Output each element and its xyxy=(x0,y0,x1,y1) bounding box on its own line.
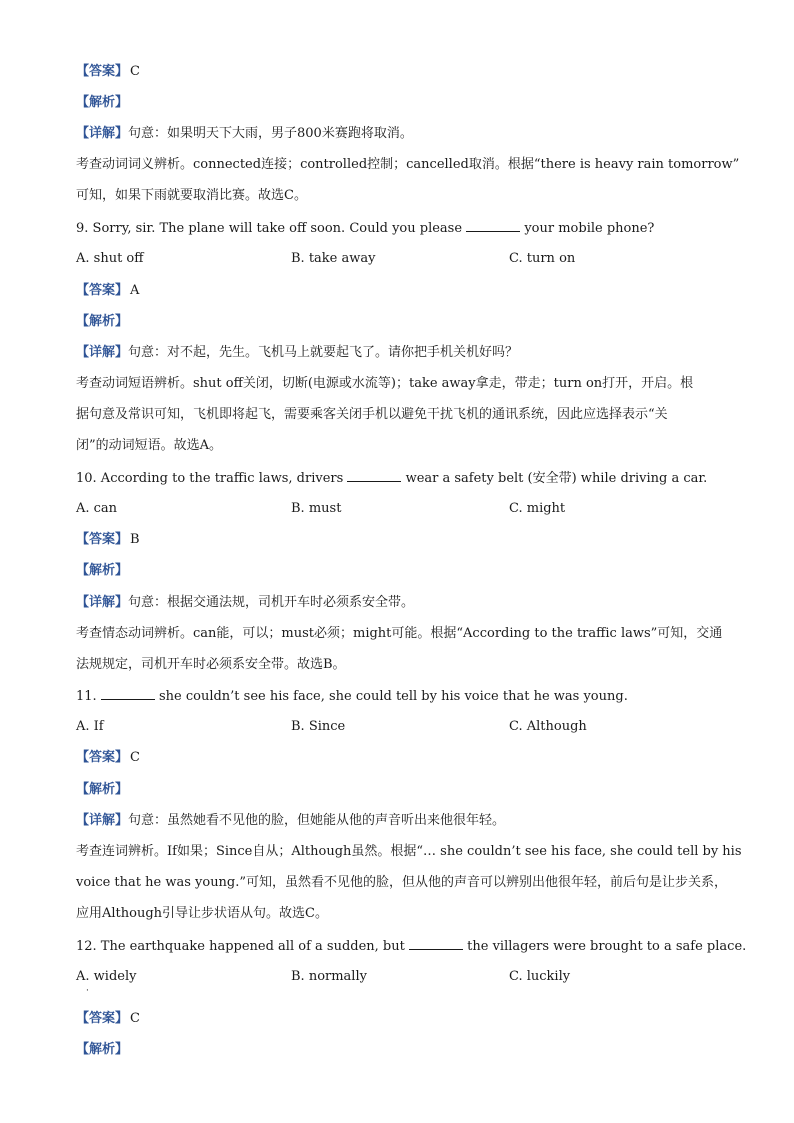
q8-explanation-1: 考查动词词义辨析。connected连接；controlled控制；cancelled取消。根据“there is heavy rain tomorrow” xyxy=(76,157,740,172)
q9-option-b: B. take away xyxy=(291,251,376,266)
q8-analysis-line xyxy=(76,94,726,112)
q9-answer: A xyxy=(130,283,140,298)
q9-option-a: A. shut off xyxy=(76,251,144,266)
q12-stem xyxy=(76,937,747,956)
analysis-tag: 【解析】 xyxy=(76,95,129,110)
stray-mark: · xyxy=(86,986,89,996)
q10-analysis-line xyxy=(76,562,726,580)
q10-option-c: C. might xyxy=(509,501,566,516)
q12-answer: C xyxy=(130,1011,140,1026)
q10-stem xyxy=(76,469,726,488)
q11-answer-line xyxy=(76,749,726,767)
q10-answer-line xyxy=(76,531,726,549)
q9-answer-line xyxy=(76,282,726,300)
q9-blank xyxy=(466,219,520,232)
q12-stem-b: the villagers were brought to a safe place. xyxy=(467,939,747,954)
q9-analysis-line xyxy=(76,313,726,331)
analysis-tag: 【解析】 xyxy=(76,563,129,578)
q12-answer-line xyxy=(76,1010,726,1028)
answer-tag: 【答案】 xyxy=(76,283,129,298)
q8-explanation-2: 可知，如果下雨就要取消比赛。故选C。 xyxy=(76,188,307,203)
answer-tag: 【答案】 xyxy=(76,64,129,79)
q11-analysis-line xyxy=(76,781,726,799)
q10-blank xyxy=(347,469,401,482)
detail-tag: 【详解】 xyxy=(76,126,129,141)
q11-stem xyxy=(76,687,726,706)
q10-option-a: A. can xyxy=(76,501,118,516)
q8-detail: 句意：如果明天下大雨，男子800米赛跑将取消。 xyxy=(128,126,413,141)
q11-detail: 句意：虽然她看不见他的脸，但她能从他的声音听出来他很年轻。 xyxy=(128,813,506,828)
q8-detail-line xyxy=(76,125,726,143)
q9-explanation-1: 考查动词短语辨析。shut off关闭，切断(电源或水流等)；take away拿走，带走；turn on打开，开启。根 xyxy=(76,376,694,391)
q8-answer-line xyxy=(76,63,726,81)
analysis-tag: 【解析】 xyxy=(76,782,129,797)
q10-explanation-2: 法规规定，司机开车时必须系安全带。故选B。 xyxy=(76,657,346,672)
detail-tag: 【详解】 xyxy=(76,813,129,828)
q12-option-a: A. widely xyxy=(76,969,137,984)
q11-option-a: A. If xyxy=(76,719,104,734)
answer-tag: 【答案】 xyxy=(76,532,129,547)
q8-answer: C xyxy=(130,64,140,79)
answer-tag: 【答案】 xyxy=(76,1011,129,1026)
q9-detail: 句意：对不起，先生。飞机马上就要起飞了。请你把手机关机好吗？ xyxy=(128,345,519,360)
answer-tag: 【答案】 xyxy=(76,750,129,765)
q11-blank xyxy=(101,687,155,700)
q9-detail-line xyxy=(76,344,726,362)
q10-detail: 句意：根据交通法规，司机开车时必须系安全带。 xyxy=(128,595,415,610)
q9-stem xyxy=(76,219,726,238)
q10-answer: B xyxy=(130,532,140,547)
q12-analysis-line xyxy=(76,1041,726,1059)
q9-option-c: C. turn on xyxy=(509,251,576,266)
q11-stem-a: 11. xyxy=(76,689,97,704)
q10-stem-b: wear a safety belt (安全带) while driving a car. xyxy=(405,471,708,486)
q11-detail-line xyxy=(76,812,726,830)
analysis-tag: 【解析】 xyxy=(76,1042,129,1057)
q9-explanation-2: 据句意及常识可知，飞机即将起飞，需要乘客关闭手机以避免干扰飞机的通讯系统，因此应选择表示“关 xyxy=(76,407,668,422)
q9-stem-b: your mobile phone? xyxy=(524,221,655,236)
q9-stem-a: 9. Sorry, sir. The plane will take off soon. Could you please xyxy=(76,221,463,236)
detail-tag: 【详解】 xyxy=(76,345,129,360)
q11-answer: C xyxy=(130,750,140,765)
q11-explanation-3: 应用Although引导让步状语从句。故选C。 xyxy=(76,906,328,921)
q11-stem-b: she couldn’t see his face, she could tell by his voice that he was young. xyxy=(158,689,628,704)
q11-option-b: B. Since xyxy=(291,719,346,734)
analysis-tag: 【解析】 xyxy=(76,314,129,329)
q12-option-b: B. normally xyxy=(291,969,367,984)
q12-stem-a: 12. The earthquake happened all of a sudden, but xyxy=(76,939,405,954)
q12-option-c: C. luckily xyxy=(509,969,571,984)
detail-tag: 【详解】 xyxy=(76,595,129,610)
q11-explanation-2: voice that he was young.”可知，虽然看不见他的脸，但从他的声音可以辨别出他很年轻，前后句是让步关系， xyxy=(76,875,728,890)
q10-explanation-1: 考查情态动词辨析。can能，可以；must必须；might可能。根据“According to the traffic laws”可知，交通 xyxy=(76,626,723,641)
q10-stem-a: 10. According to the traffic laws, drivers xyxy=(76,471,344,486)
q11-explanation-1: 考查连词辨析。If如果；Since自从；Although虽然。根据“… she couldn’t see his face, she could tell by his xyxy=(76,844,742,859)
q10-detail-line xyxy=(76,594,726,612)
q9-explanation-3: 闭”的动词短语。故选A。 xyxy=(76,438,223,453)
q11-option-c: C. Although xyxy=(509,719,587,734)
q10-option-b: B. must xyxy=(291,501,342,516)
q12-blank xyxy=(409,937,463,950)
